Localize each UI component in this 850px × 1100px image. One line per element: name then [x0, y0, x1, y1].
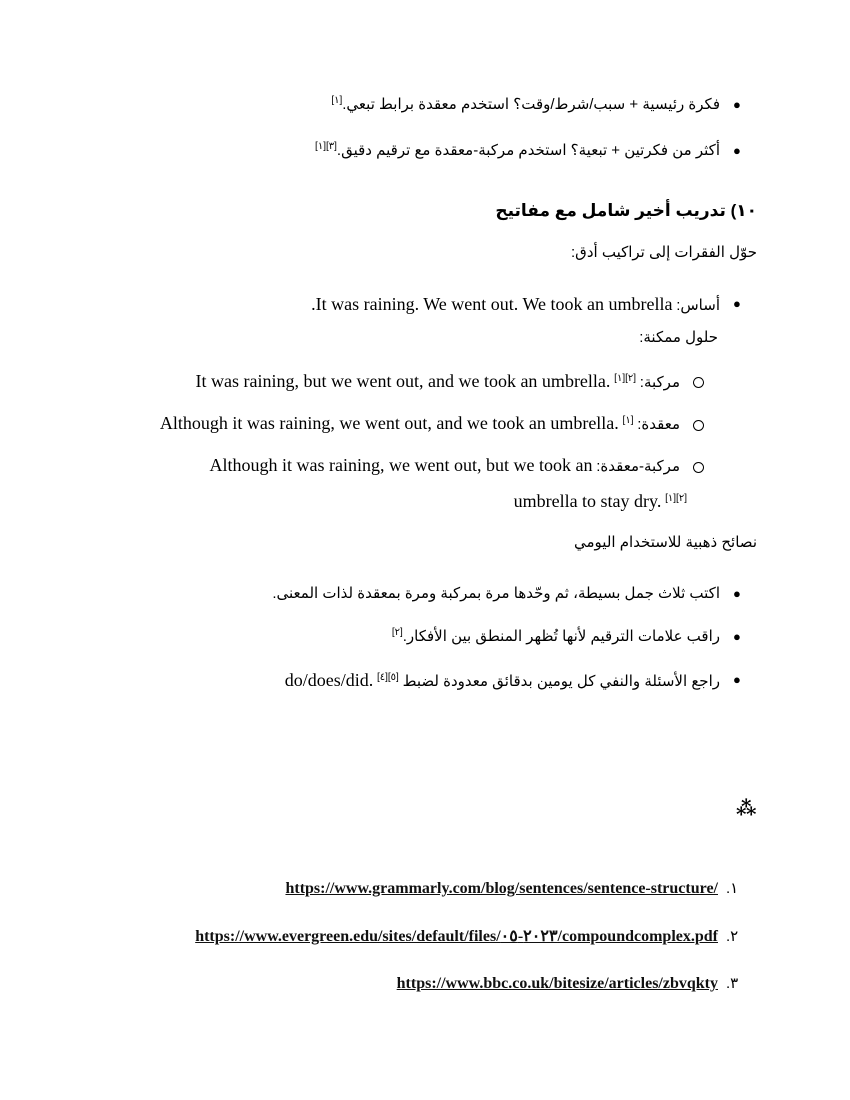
tips-title: نصائح ذهبية للاستخدام اليومي: [574, 534, 757, 551]
bullet-dot: ●: [733, 143, 741, 158]
solution-sentence: It was raining, but we went out, and we took an umbrella.: [195, 371, 611, 391]
tip-item: [392, 627, 720, 647]
solution-label: مركبة:: [639, 374, 680, 391]
bullet-dot: ●: [733, 97, 741, 112]
reference-link[interactable]: https://www.grammarly.com/blog/sentences/sentence-structure/: [285, 880, 718, 897]
sub-bullet-circle: [693, 420, 704, 431]
section-heading: ١٠) تدريب أخير شامل مع مفاتيح: [495, 201, 757, 220]
solution-sentence: Although it was raining, we went out, and we took an umbrella.: [159, 413, 619, 433]
section-separator: ⁂: [736, 798, 757, 820]
solutions-title: حلول ممكنة:: [639, 329, 718, 346]
footnote-ref[interactable]: [١]: [331, 95, 343, 106]
solution-item: [196, 371, 680, 393]
sub-bullet-circle: [693, 377, 704, 388]
tip-text: راقب علامات الترقيم لأنها تُظهر المنطق بين الأفكار.: [402, 628, 720, 645]
bullet-dot: ●: [733, 296, 741, 311]
solution-label: معقدة:: [637, 416, 680, 433]
bullet-item: [315, 141, 720, 161]
tip-item: [285, 670, 720, 692]
footnote-ref[interactable]: [١]: [622, 415, 634, 426]
reference-number: .١: [726, 880, 739, 897]
base-label: أساس:: [676, 297, 720, 314]
sub-bullet-circle: [693, 462, 704, 473]
bullet-dot: ●: [733, 672, 741, 687]
section-instruction: حوّل الفقرات إلى تراكيب أدق:: [571, 244, 757, 261]
bullet-dot: ●: [733, 586, 741, 601]
footnote-ref[interactable]: [٥][٤]: [376, 672, 399, 683]
solution-item: [160, 413, 680, 435]
solution-item: [210, 455, 680, 477]
solution-sentence: Although it was raining, we went out, but we took an: [209, 455, 593, 475]
bullet-text: فكرة رئيسية + سبب/شرط/وقت؟ استخدم معقدة برابط تبعي.: [342, 96, 720, 113]
reference-number: .٣: [726, 975, 739, 992]
solution-sentence-cont: umbrella to stay dry.: [513, 491, 662, 511]
bullet-text: أكثر من فكرتين + تبعية؟ استخدم مركبة-معقدة مع ترقيم دقيق.: [336, 142, 720, 159]
tip-item: اكتب ثلاث جمل بسيطة، ثم وحّدها مرة بمركبة ومرة بمعقدة لذات المعنى.: [272, 585, 720, 602]
reference-link[interactable]: https://www.bbc.co.uk/bitesize/articles/zbvqkty: [396, 975, 718, 992]
reference-link[interactable]: https://www.evergreen.edu/sites/default/files/٢٠٢٣-٠٥/compoundcomplex.pdf: [195, 928, 718, 945]
solution-label: مركبة-معقدة:: [596, 458, 680, 475]
base-item: [311, 294, 720, 316]
footnote-ref[interactable]: [٢][١]: [614, 373, 637, 384]
footnote-ref[interactable]: [٣][١]: [315, 141, 337, 152]
footnote-ref[interactable]: [٢]: [391, 627, 403, 638]
solution-continuation: [514, 491, 687, 513]
footnote-ref[interactable]: [٢][١]: [665, 493, 687, 504]
base-sentence: .It was raining. We went out. We took an umbrella: [311, 294, 673, 314]
reference-number: .٢: [726, 928, 739, 945]
tip-english: do/does/did.: [284, 670, 374, 690]
tip-text: راجع الأسئلة والنفي كل يومين بدقائق معدودة لضبط: [402, 673, 720, 690]
bullet-item: [331, 95, 720, 115]
bullet-dot: ●: [733, 629, 741, 644]
